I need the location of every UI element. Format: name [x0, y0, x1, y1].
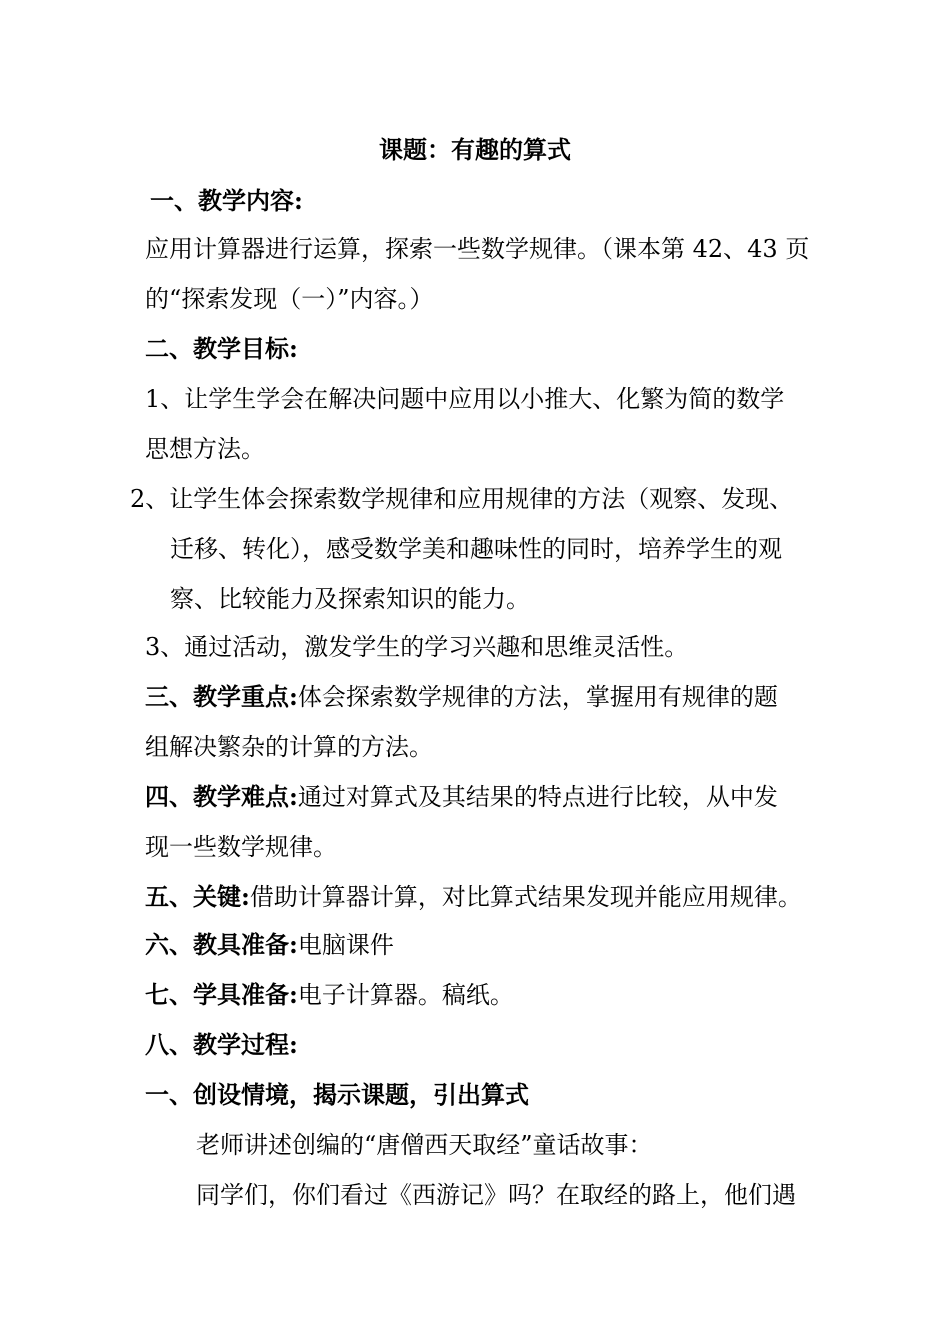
section-heading-goals: 二、教学目标:: [145, 334, 298, 363]
content-line-2: 的“探索发现（一）”内容。）: [145, 285, 434, 313]
difficulty-line-2: 现一些数学规律。: [145, 833, 337, 861]
teacher-tools-text: 电脑课件: [297, 931, 394, 959]
teacher-tools-line: [145, 930, 394, 960]
goal-1-line-1: 1、让学生学会在解决问题中应用以小推大、化繁为简的数学: [145, 385, 785, 413]
section-heading-difficulty: 四、教学难点:: [145, 782, 298, 811]
goal-2-line-2: 迁移、转化），感受数学美和趣味性的同时，培养学生的观: [170, 535, 782, 563]
section-heading-key-points: 三、教学重点:: [145, 682, 298, 711]
section-heading-teacher-tools: 六、教具准备:: [145, 930, 298, 959]
section-heading-crux: 五、关键:: [145, 882, 250, 911]
key-points-line-1: [145, 682, 778, 712]
goal-3-line-1: 3、通过活动，激发学生的学习兴趣和思维灵活性。: [145, 633, 689, 661]
section-heading-process: 八、教学过程:: [145, 1030, 298, 1059]
difficulty-line-1: [145, 782, 778, 812]
goal-2-line-3: 察、比较能力及探索知识的能力。: [170, 585, 530, 613]
crux-text: 借助计算器计算，对比算式结果发现并能应用规律。: [249, 883, 802, 911]
crux-line: [145, 882, 802, 912]
student-tools-text: 电子计算器。稿纸。: [297, 981, 514, 1009]
key-points-line-2: 组解决繁杂的计算的方法。: [145, 733, 433, 761]
step-1-heading: 一、创设情境，揭示课题，引出算式: [145, 1080, 529, 1109]
document-title: 课题：有趣的算式: [379, 135, 571, 164]
content-line-1: 应用计算器进行运算，探索一些数学规律。（课本第 42、43 页: [145, 235, 810, 263]
goal-1-line-2: 思想方法。: [145, 435, 265, 463]
step-1-line-2: 同学们，你们看过《西游记》吗？在取经的路上，他们遇: [196, 1181, 796, 1209]
step-1-line-1: 老师讲述创编的“唐僧西天取经”童话故事：: [196, 1131, 653, 1159]
section-heading-content: 一、教学内容:: [150, 186, 303, 215]
student-tools-line: [145, 980, 514, 1010]
section-heading-student-tools: 七、学具准备:: [145, 980, 298, 1009]
key-points-text: 体会探索数学规律的方法，掌握用有规律的题: [297, 683, 778, 711]
goal-2-line-1: 2、让学生体会探索数学规律和应用规律的方法（观察、发现、: [130, 485, 794, 513]
difficulty-text: 通过对算式及其结果的特点进行比较，从中发: [297, 783, 778, 811]
